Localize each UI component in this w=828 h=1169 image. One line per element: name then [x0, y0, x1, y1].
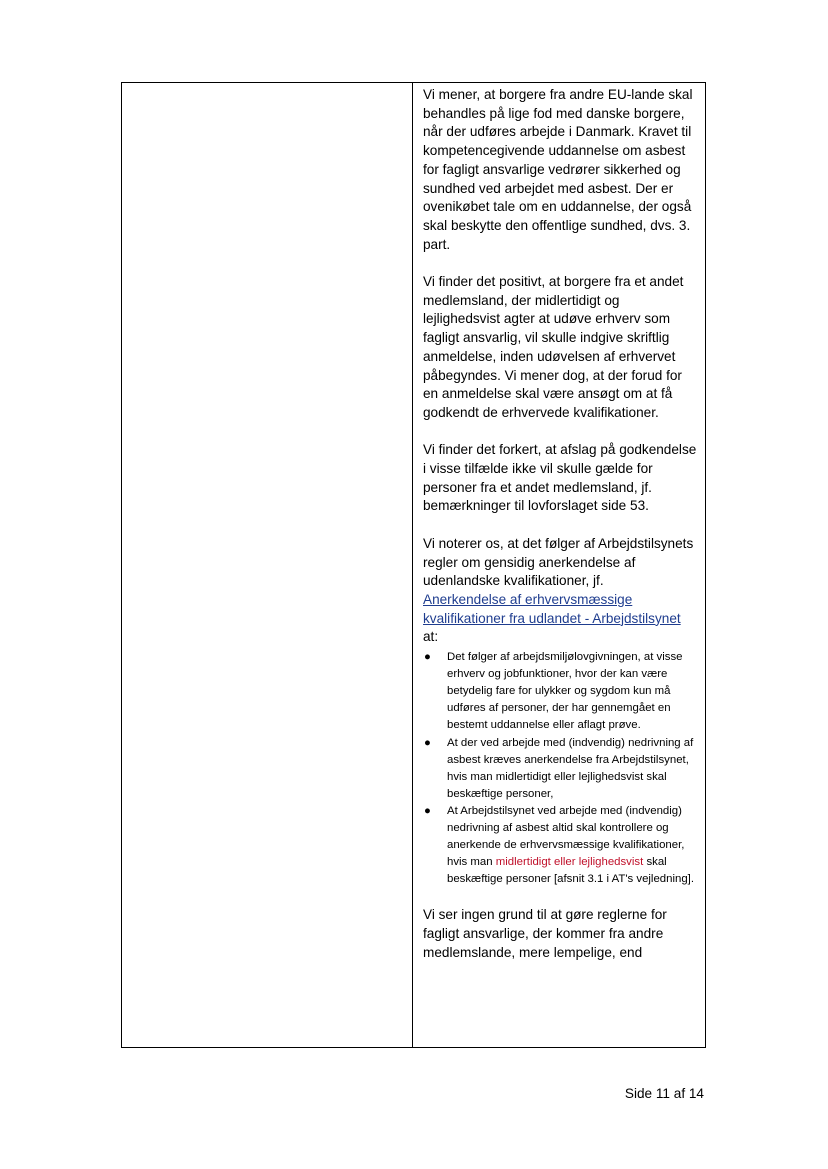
table-right-column: [413, 83, 705, 1047]
paragraph-mutual-recognition: [423, 535, 699, 889]
bullet-icon: ●: [424, 651, 431, 664]
bullet-text: At Arbejdstilsynet ved arbejde med (indvendig) nedrivning af asbest altid skal kontrollere og anerkende de erhvervsmæssige kvalifikationer, hvis man: [447, 804, 685, 869]
page-number: Side 11 af 14: [624, 1086, 704, 1101]
bullet-text: skal beskæftige personer [afsnit 3.1 i AT's vejledning].: [447, 856, 694, 886]
list-item: [423, 803, 699, 888]
consultation-table: [121, 82, 706, 1048]
paragraph-rejection: Vi finder det forkert, at afslag på godkendelse i visse tilfælde ikke vil skulle gælde for personer fra et andet medlemsland, jf. bemærkninger til lovforslaget side 53.: [423, 442, 697, 514]
paragraph-notification: Vi finder det positivt, at borgere fra et andet medlemsland, der midlertidigt og lejlighedsvist agter at udøve erhverv som fagligt ansvarlig, vil skulle indgive skriftlig anmeldelse, inden udøvelsen af erhvervet påbegyndes. Vi mener dog, at der forud for en anmeldelse skal være ansøgt om at få godkendt de erhvervede kvalifikationer.: [423, 274, 684, 420]
paragraph-eu-citizens: Vi mener, at borgere fra andre EU-lande skal behandles på lige fod med danske borgere, når der udføres arbejde i Danmark. Kravet til kompetencegivende uddannelse om asbest for fagligt ansvarlige vedrører sikkerhed og sundhed ved arbejdet med asbest. Der er ovenikøbet tale om en uddannelse, der også skal beskytte den offentlige sundhed, dvs. 3. part.: [423, 87, 693, 252]
table-left-column: [122, 83, 413, 1047]
paragraph-conclusion: Vi ser ingen grund til at gøre reglerne for fagligt ansvarlige, der kommer fra andre medlemslande, mere lempelige, end: [423, 907, 667, 960]
bullet-text: At der ved arbejde med (indvendig) nedrivning af asbest kræves anerkendelse fra Arbejdstilsynet, hvis man midlertidigt eller lejlighedsvist skal beskæftige personer,: [447, 736, 694, 800]
list-item: [423, 649, 699, 734]
arbejdstilsynet-link[interactable]: Anerkendelse af erhvervsmæssige kvalifikationer fra udlandet - Arbejdstilsynet: [423, 591, 681, 626]
mutual-recognition-intro: Vi noterer os, at det følger af Arbejdstilsynets regler om gensidig anerkendelse af udenlandske kvalifikationer, jf.: [423, 535, 694, 589]
bullet-text: Det følger af arbejdsmiljølovgivningen, at visse erhverv og jobfunktioner, hvor der kan være betydelig fare for ulykker og sygdom kun må udføres af personer, der har gennemgået en bestemt uddannelse eller aflagt prøve.: [447, 651, 683, 732]
mutual-recognition-after: at:: [423, 629, 439, 645]
bullet-icon: ●: [424, 804, 431, 817]
bullet-icon: ●: [424, 736, 431, 749]
highlighted-text: midlertidigt eller lejlighedsvist: [495, 856, 644, 869]
list-item: [423, 735, 699, 803]
bullet-list: [423, 649, 699, 888]
